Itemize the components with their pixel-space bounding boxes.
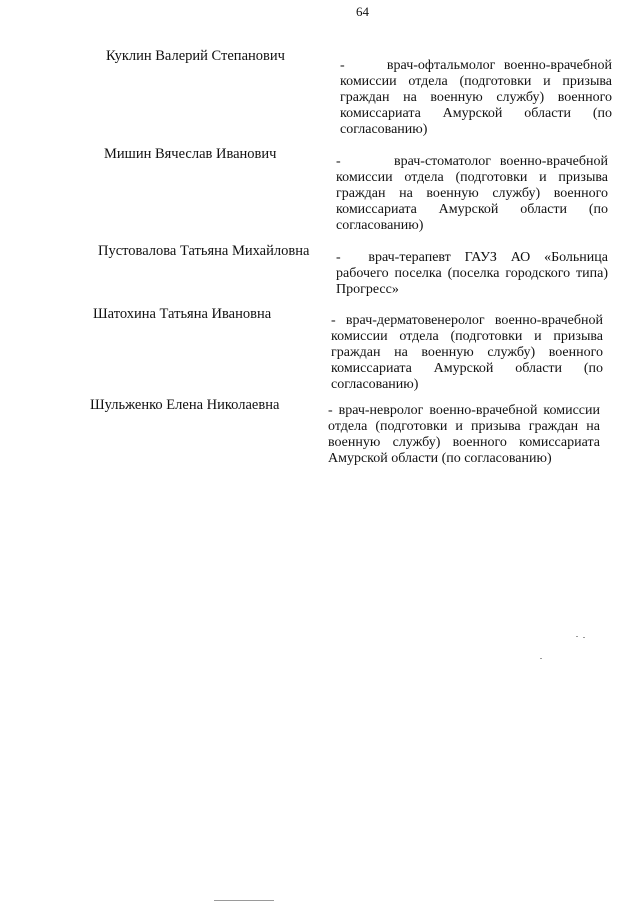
person-position: - врач-невролог военно-врачебной комиссии отдела (подготовки и призыва граждан на военную службу) военного комиссариата Амурской области (по согласованию) <box>328 403 600 466</box>
scan-artifact <box>540 658 542 659</box>
scan-artifact <box>576 636 578 637</box>
person-name: Куклин Валерий Степанович <box>106 48 285 64</box>
person-name: Шульженко Елена Николаевна <box>90 397 280 413</box>
scan-artifact <box>583 637 585 638</box>
person-name: Пустовалова Татьяна Михайловна <box>98 243 310 259</box>
person-position: - врач-дерматовенеролог военно-врачебной комиссии отдела (подготовки и призыва граждан на военную службу) военного комиссариата Амурской области (по согласованию) <box>331 313 603 392</box>
scan-artifact <box>214 900 274 901</box>
person-position: - врач-терапевт ГАУЗ АО «Больница рабочего поселка (поселка городского типа) Прогресс» <box>336 250 608 297</box>
person-position: - врач-стоматолог военно-врачебной комиссии отдела (подготовки и призыва граждан на военную службу) военного комиссариата Амурской области (по согласованию) <box>336 154 608 233</box>
person-name: Шатохина Татьяна Ивановна <box>93 306 272 322</box>
page-number: 64 <box>356 4 369 19</box>
person-position: - врач-офтальмолог военно-врачебной комиссии отдела (подготовки и призыва граждан на военную службу) военного комиссариата Амурской области (по согласованию) <box>340 58 612 137</box>
person-name: Мишин Вячеслав Иванович <box>104 146 277 162</box>
